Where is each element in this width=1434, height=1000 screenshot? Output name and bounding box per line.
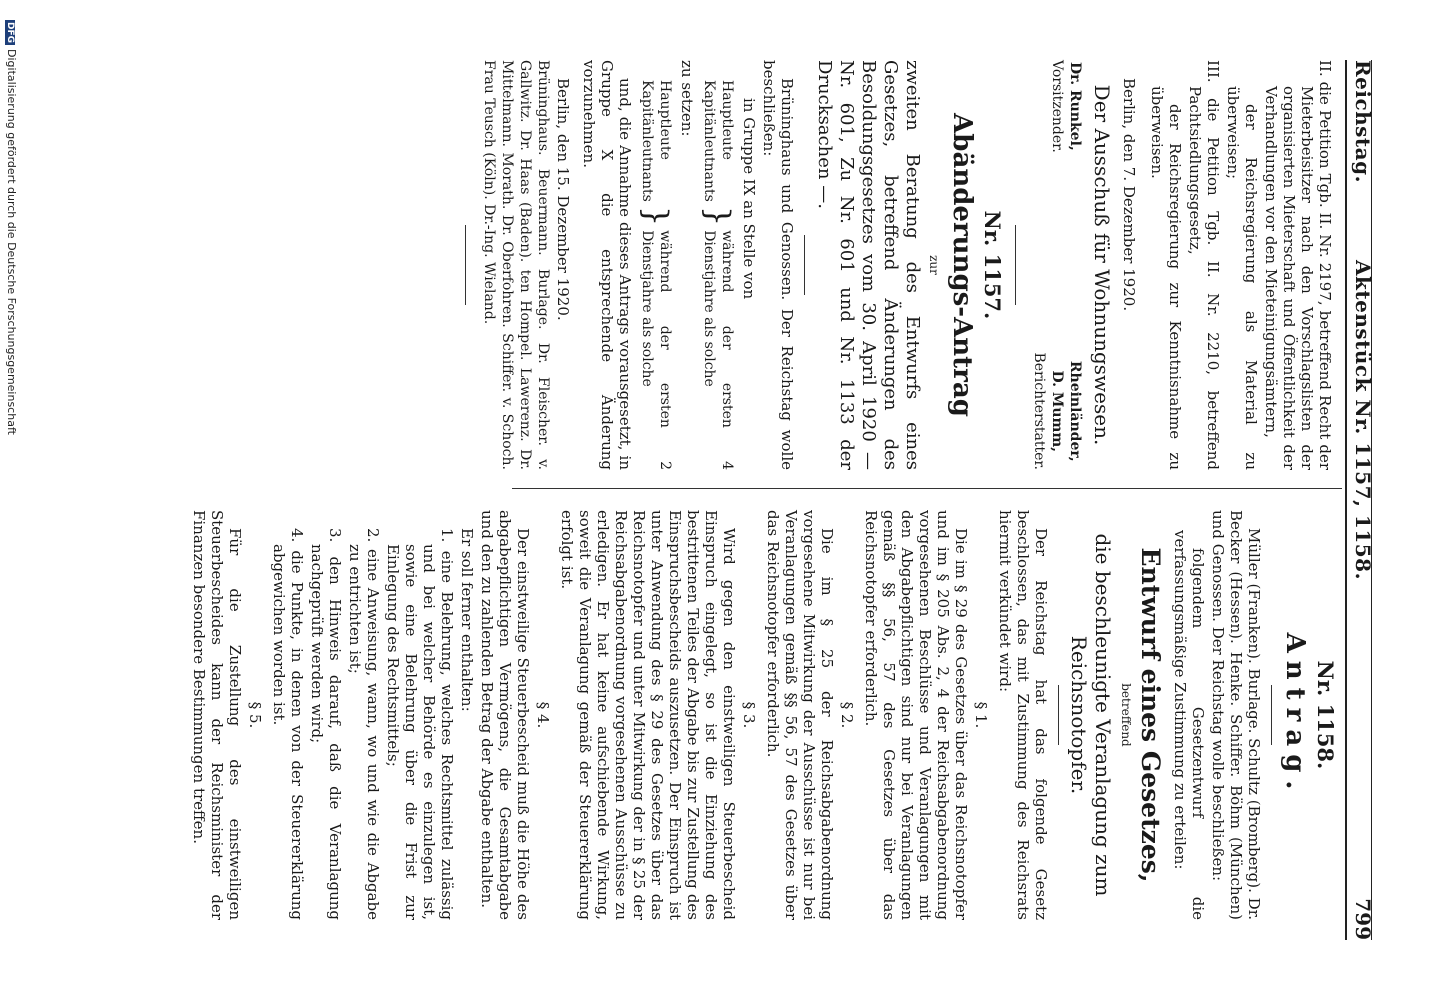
zu-setzen: zu setzen: bbox=[678, 60, 696, 137]
sig-left-name: Dr. Runkel, bbox=[1067, 61, 1083, 151]
section-5-head: § 5. bbox=[246, 701, 264, 729]
footer-text: Digitalisierung gefördert durch die Deutsche Forschungsgemeinschaft bbox=[5, 49, 18, 435]
intro-1157: Brüninghaus und Genossen. Der Reichstag wolle beschließen: bbox=[760, 60, 796, 470]
preamble: Der Reichstag hat das folgende Gesetz beschlossen, das mit Zustimmung des Reichsrats hiermit verkündet wird: bbox=[996, 510, 1050, 920]
draft-subject: die beschleunigte Veranlagung zum Reichsnotopfer. bbox=[1067, 533, 1115, 897]
betreffend-label: betreffend bbox=[1119, 683, 1133, 747]
short-rule bbox=[804, 235, 805, 295]
list-item: 2. eine Anweisung, wann, wo und wie die Abgabe zu entrichten ist; bbox=[346, 528, 382, 920]
section-4: Der einstweilige Steuerbescheid muß die Höhe des abgabepflichtigen Vermögens, die Gesamtabgabe und den zu zahlenden Betrag der Abgabe enthalten. bbox=[478, 510, 532, 920]
short-rule bbox=[1271, 685, 1272, 745]
list-item: 4. die Punkte, in denen von der Steuererklärung abgewichen worden ist. bbox=[270, 528, 306, 920]
brace2-b: Kapitänleutnants bbox=[639, 80, 655, 202]
section-3-head: § 3. bbox=[740, 701, 758, 729]
end-rule bbox=[465, 225, 466, 305]
section-4-head: § 4. bbox=[534, 701, 552, 729]
header-center: Aktenstück Nr. 1157, 1158. bbox=[1351, 260, 1375, 581]
brace1-text: während der ersten 4 Dienstjahre als solche bbox=[701, 230, 735, 470]
sig-right-name2: D. Mumm, bbox=[1049, 370, 1065, 453]
signatures-1 bbox=[1030, 60, 1084, 470]
brace2-a: Hauptleute bbox=[657, 80, 673, 160]
sig-right-role: Berichterstatter. bbox=[1031, 352, 1047, 470]
doc-number-1157: Nr. 1157. bbox=[980, 210, 1005, 320]
brace-block-2 bbox=[638, 80, 674, 470]
section-2: Die im § 25 der Reichsabgabenordnung vorgesehene Mitwirkung der Ausschüsse ist nur bei Veranlagungen gemäß §§ 56, 57 des Gesetzes über das Reichsnotopfer erforderlich. bbox=[764, 510, 836, 920]
brace-icon: } bbox=[699, 205, 737, 227]
left-column bbox=[451, 60, 1334, 470]
section-1-head: § 1. bbox=[972, 701, 990, 729]
sig-left-role: Vorsitzender. bbox=[1049, 60, 1065, 153]
section-1: Die im § 29 des Gesetzes über das Reichsnotopfer und im § 205 Abs. 2, 4 der Reichsabgabenordnung vorgesehenen Beschlüsse und Veranlagungen mit den Abgabepflichtigen sind nur bei Veranlagungen gemäß §§ 56, 57 des Gesetzes über das Reichsnotopfer erforderlich. bbox=[862, 510, 970, 920]
brace1-b: Kapitänleutnants bbox=[701, 80, 717, 202]
item-ii: II. die Petition Tgb. II. Nr. 2197, betreffend Recht der Mieterbeisitzer nach den Vorschlagslisten der organisierten Mieterschaft und Öffentlichkeit der Verhandlungen vor den Mieteinigungsämtern, bbox=[1262, 60, 1334, 470]
section-4-cont: Er soll ferner enthalten: bbox=[458, 528, 476, 712]
brace-block-1 bbox=[700, 80, 736, 470]
committee-name: Der Ausschuß für Wohnungswesen. bbox=[1090, 84, 1114, 446]
intro-1158-cont: folgendem Gesetzentwurf die verfassungsmäßige Zustimmung zu erteilen: bbox=[1171, 530, 1207, 920]
separator-rule bbox=[1015, 225, 1016, 305]
sig-right-name: Rheinländer, bbox=[1067, 360, 1083, 462]
intro-1158: Müller (Franken). Burlage. Schultz (Bromberg). Dr. Becker (Hessen). Henke. Schiffer. Böhm (München) und Genossen. Der Reichstag wolle beschließen: bbox=[1209, 510, 1263, 920]
list-item: 1. eine Belehrung, welches Rechtsmittel zulässig und bei welcher Behörde es einzulegen ist, sowie eine Belehrung über die Frist zur Einlegung des Rechtsmittels; bbox=[384, 528, 456, 920]
group-ix: in Gruppe IX an Stelle von bbox=[740, 98, 758, 300]
brace-icon: } bbox=[637, 205, 675, 227]
right-column bbox=[188, 510, 1338, 920]
header-left: Reichstag. bbox=[1351, 60, 1375, 184]
doc-number-1158: Nr. 1158. bbox=[1313, 660, 1338, 770]
signers-1157: Brüninghaus. Beuermann. Burlage. Dr. Fleischer. v. Gallwitz. Dr. Haas (Baden). ten Hompel. Lawerenz. Dr. Mittelmann. Morath. Dr. Oberfohren. Schiffer. v. Schoch. Frau Teusch (Köln). Dr.-Ing. Wieland. bbox=[481, 60, 551, 470]
column-divider bbox=[512, 488, 1342, 489]
date-2: Berlin, den 15. Dezember 1920. bbox=[554, 78, 572, 321]
zur-label: zur bbox=[927, 255, 941, 275]
date-1: Berlin, den 7. Dezember 1920. bbox=[1120, 78, 1138, 312]
doc-title-1157: Abänderungs-Antrag bbox=[947, 113, 977, 417]
draft-title: Entwurf eines Gesetzes, bbox=[1136, 547, 1165, 883]
section-3: Wird gegen den einstweiligen Steuerbescheid Einspruch eingelegt, so ist die Einziehung des bestrittenen Teiles der Abgabe bis zur Zustellung des Einspruchsbescheids auszusetzen. Der Einspruch ist unter Anwendung des § 29 des Gesetzes über das Reichsnotopfer und unter Mitwirkung der in § 25 der Reichsabgabenordnung vorgesehenen Ausschüsse zu erledigen. Er hat keine aufschiebende Wirkung, soweit die Veranlagung gemäß der Steuererklärung erfolgt ist. bbox=[558, 510, 738, 920]
list-item: 3. den Hinweis darauf, daß die Veranlagung nachgeprüft werden wird; bbox=[308, 528, 344, 920]
section-2-head: § 2. bbox=[838, 701, 856, 729]
page-number: 799 bbox=[1351, 898, 1375, 940]
item-ii-cont: der Reichsregierung als Material zu überweisen; bbox=[1224, 86, 1260, 470]
doc-subject-1157: zweiten Beratung des Entwurfs eines Gesetzes, betreffend Änderungen des Besoldungsgesetzes vom 30. April 1920 — Nr. 601, Zu Nr. 601 und Nr. 1133 der Drucksachen —. bbox=[814, 60, 923, 470]
closing-1157: und, die Annahme dieses Antrags vorausgesetzt, in Gruppe X die entsprechende Änderung vorzunehmen. bbox=[580, 60, 634, 470]
short-rule bbox=[1058, 685, 1059, 745]
brace1-a: Hauptleute bbox=[719, 80, 735, 160]
footer bbox=[5, 20, 18, 435]
doc-title-1158: Antrag. bbox=[1280, 632, 1310, 798]
item-iii: III. die Petition Tgb. II. Nr. 2210, betreffend Pachtsiedlungsgesetz, bbox=[1186, 60, 1222, 470]
page-header bbox=[1345, 60, 1379, 940]
dfg-logo: DFG bbox=[5, 22, 15, 44]
item-iii-cont: der Reichsregierung zur Kenntnisnahme zu überweisen. bbox=[1148, 86, 1184, 470]
section-5: Für die Zustellung des einstweiligen Steuerbescheides kann der Reichsminister der Finanzen besondere Bestimmungen treffen. bbox=[190, 510, 244, 920]
brace2-text: während der ersten 2 Dienstjahre als solche bbox=[639, 230, 673, 470]
